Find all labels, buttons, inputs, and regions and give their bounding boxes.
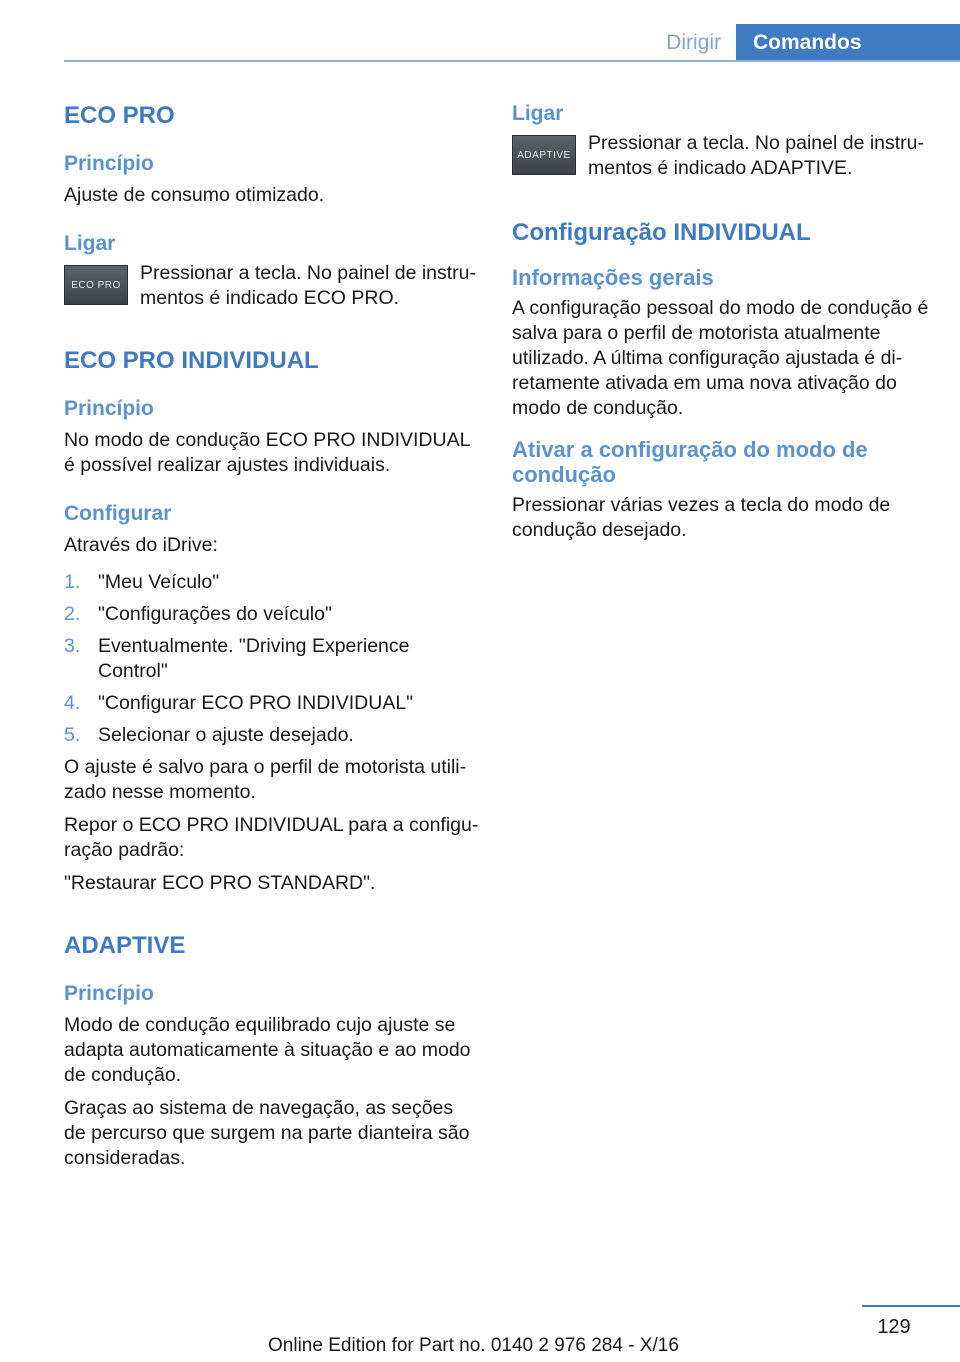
- step-text: "Configurações do veículo": [98, 603, 332, 625]
- step-text: Selecionar o ajuste desejado.: [98, 724, 354, 746]
- step-item: [64, 691, 480, 716]
- eco-pro-key-icon: ECO PRO: [64, 265, 128, 305]
- step-item: [64, 723, 480, 748]
- adaptive-title: ADAPTIVE: [64, 932, 186, 959]
- individual-principio-text: No modo de condução ECO PRO INDIVIDUAL é possível realizar ajustes individuais.: [64, 429, 470, 476]
- step-number: 5.: [64, 724, 81, 746]
- step-number: 3.: [64, 635, 81, 657]
- eco-pro-ligar-heading: Ligar: [64, 232, 116, 255]
- activate-text: Pressionar várias vezes a tecla do modo de condução desejado.: [512, 494, 891, 541]
- page-number-rule: [862, 1305, 960, 1307]
- info-heading: Informações gerais: [512, 265, 714, 290]
- adaptive-principio-heading: Princípio: [64, 982, 154, 1005]
- eco-pro-principio-text: Ajuste de consumo otimizado.: [64, 184, 325, 206]
- eco-pro-principio-heading: Princípio: [64, 152, 154, 175]
- adaptive-ligar-row: [512, 131, 932, 181]
- adaptive-key-icon: ADAPTIVE: [512, 135, 576, 175]
- step-text: Eventualmente. "Driving Experience Control": [98, 635, 410, 682]
- individual-principio-heading: Princípio: [64, 397, 154, 420]
- activate-heading: Ativar a configuração do modo de condução: [512, 437, 868, 487]
- step-item: [64, 634, 480, 684]
- header-rule: [64, 60, 960, 62]
- info-text: A configuração pessoal do modo de condução é salva para o perfil de motorista atualmente utilizado. A última configuração ajustada é di‐ retamente ativada em uma nova ativação do modo de condução.: [512, 297, 929, 419]
- adaptive-principio-text: Modo de condução equilibrado cujo ajuste se adapta automaticamente à situação e ao modo de condução.: [64, 1014, 471, 1086]
- eco-pro-ligar-text: Pressionar a tecla. No painel de instru‐ mentos é indicado ECO PRO.: [140, 262, 477, 309]
- header-section: Dirigir: [666, 31, 721, 54]
- eco-pro-title: ECO PRO: [64, 102, 175, 129]
- left-column: [64, 100, 480, 1171]
- reset-option: "Restaurar ECO PRO STANDARD".: [64, 872, 376, 894]
- config-individual-title: Configuração INDIVIDUAL: [512, 219, 811, 246]
- step-number: 4.: [64, 692, 81, 714]
- step-item: [64, 570, 480, 595]
- configurar-steps: [64, 570, 480, 748]
- right-column: [512, 100, 932, 543]
- page-number: 129: [877, 1316, 911, 1338]
- step-text: "Meu Veículo": [98, 571, 220, 593]
- step-number: 2.: [64, 603, 81, 625]
- configurar-intro: Através do iDrive:: [64, 534, 218, 556]
- eco-pro-individual-title: ECO PRO INDIVIDUAL: [64, 347, 319, 374]
- adaptive-ligar-text: Pressionar a tecla. No painel de instru‐ mentos é indicado ADAPTIVE.: [588, 132, 925, 179]
- header-chapter-tab: Comandos: [736, 24, 960, 61]
- saved-text: O ajuste é salvo para o perfil de motorista utili‐ zado nesse momento.: [64, 756, 467, 803]
- reset-text: Repor o ECO PRO INDIVIDUAL para a configu‐ ração padrão:: [64, 814, 479, 861]
- step-number: 1.: [64, 571, 81, 593]
- footer-edition: Online Edition for Part no. 0140 2 976 284 - X/16: [268, 1335, 679, 1356]
- step-item: [64, 602, 480, 627]
- adaptive-nav-text: Graças ao sistema de navegação, as seções de percurso que surgem na parte dianteira são consideradas.: [64, 1097, 470, 1169]
- step-text: "Configurar ECO PRO INDIVIDUAL": [98, 692, 414, 714]
- configurar-heading: Configurar: [64, 502, 172, 525]
- adaptive-ligar-heading: Ligar: [512, 102, 564, 125]
- eco-pro-ligar-row: [64, 261, 480, 311]
